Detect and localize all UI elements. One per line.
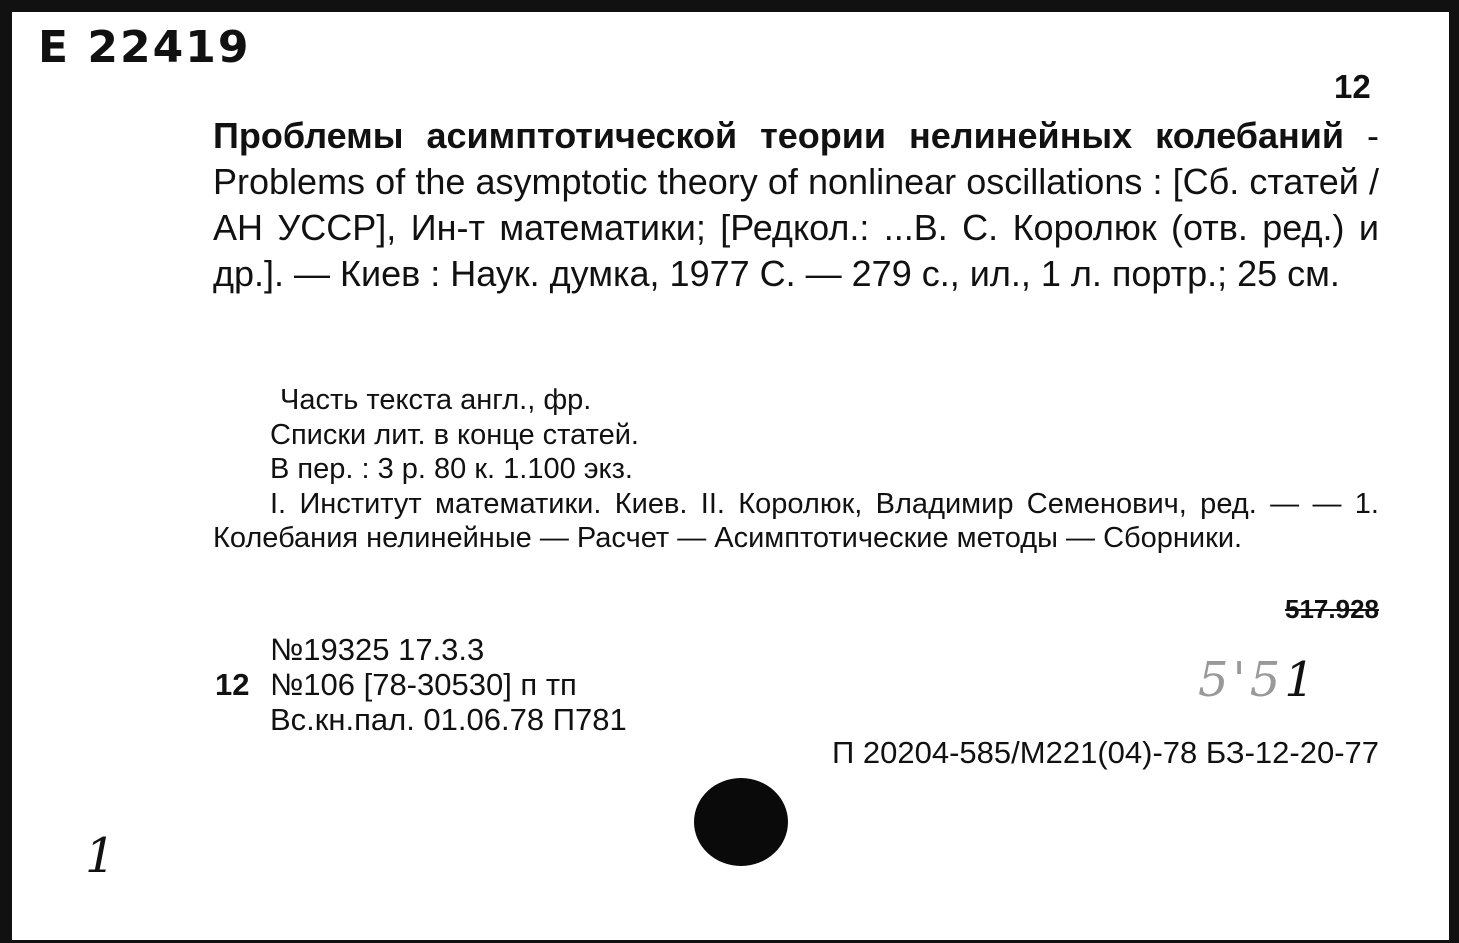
card-number: 12	[1334, 68, 1371, 105]
udc-code: 517.928	[1285, 594, 1379, 624]
admin-line-2	[215, 667, 627, 702]
stamp-faded-digits: 5'5	[1198, 652, 1285, 708]
admin-line-1	[215, 632, 627, 667]
note-language: Часть текста англ., фр.	[280, 384, 592, 416]
entry-description: - Problems of the asymptotic theory of nonlinear oscillations : [Сб. статей / АН УССР], Ин-т математики; [Редкол.: ...В. С. Королюк (отв. ред.) и др.]. — Киев : Наук. думка, 1977 С. — 279 с., ил., 1 л. портр.; 25 см.	[213, 115, 1379, 294]
title-russian: Проблемы асимптотической теории нелинейных колебаний	[213, 115, 1345, 156]
stamp-last-digit: 1	[1284, 652, 1319, 708]
admin-line-3	[215, 702, 627, 737]
admin-chamber-date: Вс.кн.пал. 01.06.78 П781	[270, 702, 627, 737]
stamp-mark	[1198, 652, 1319, 708]
admin-block	[215, 632, 627, 737]
card-border-left	[0, 0, 12, 943]
punch-hole	[694, 778, 788, 866]
tracings: I. Институт математики. Киев. II. Королюк, Владимир Семенович, ред. — — 1. Колебания нелинейные — Расчет — Асимптотические методы — Сборники.	[213, 487, 1379, 554]
card-border-top	[0, 0, 1459, 12]
admin-order-number: №106 [78-30530] п тп	[270, 667, 577, 702]
main-entry	[213, 113, 1379, 297]
card-border-right	[1449, 0, 1459, 943]
admin-record-number: №19325 17.3.3	[270, 632, 485, 667]
note-price: В пер. : 3 р. 80 к. 1.100 экз.	[270, 453, 633, 485]
admin-card-number: 12	[215, 667, 250, 702]
notes-block	[213, 383, 1379, 556]
note-bibliography: Списки лит. в конце статей.	[270, 418, 639, 451]
accession-number: Е 22419	[38, 22, 251, 73]
publication-code: П 20204-585/М221(04)-78 БЗ-12-20-77	[832, 735, 1379, 770]
handwritten-mark: 1	[85, 828, 116, 884]
